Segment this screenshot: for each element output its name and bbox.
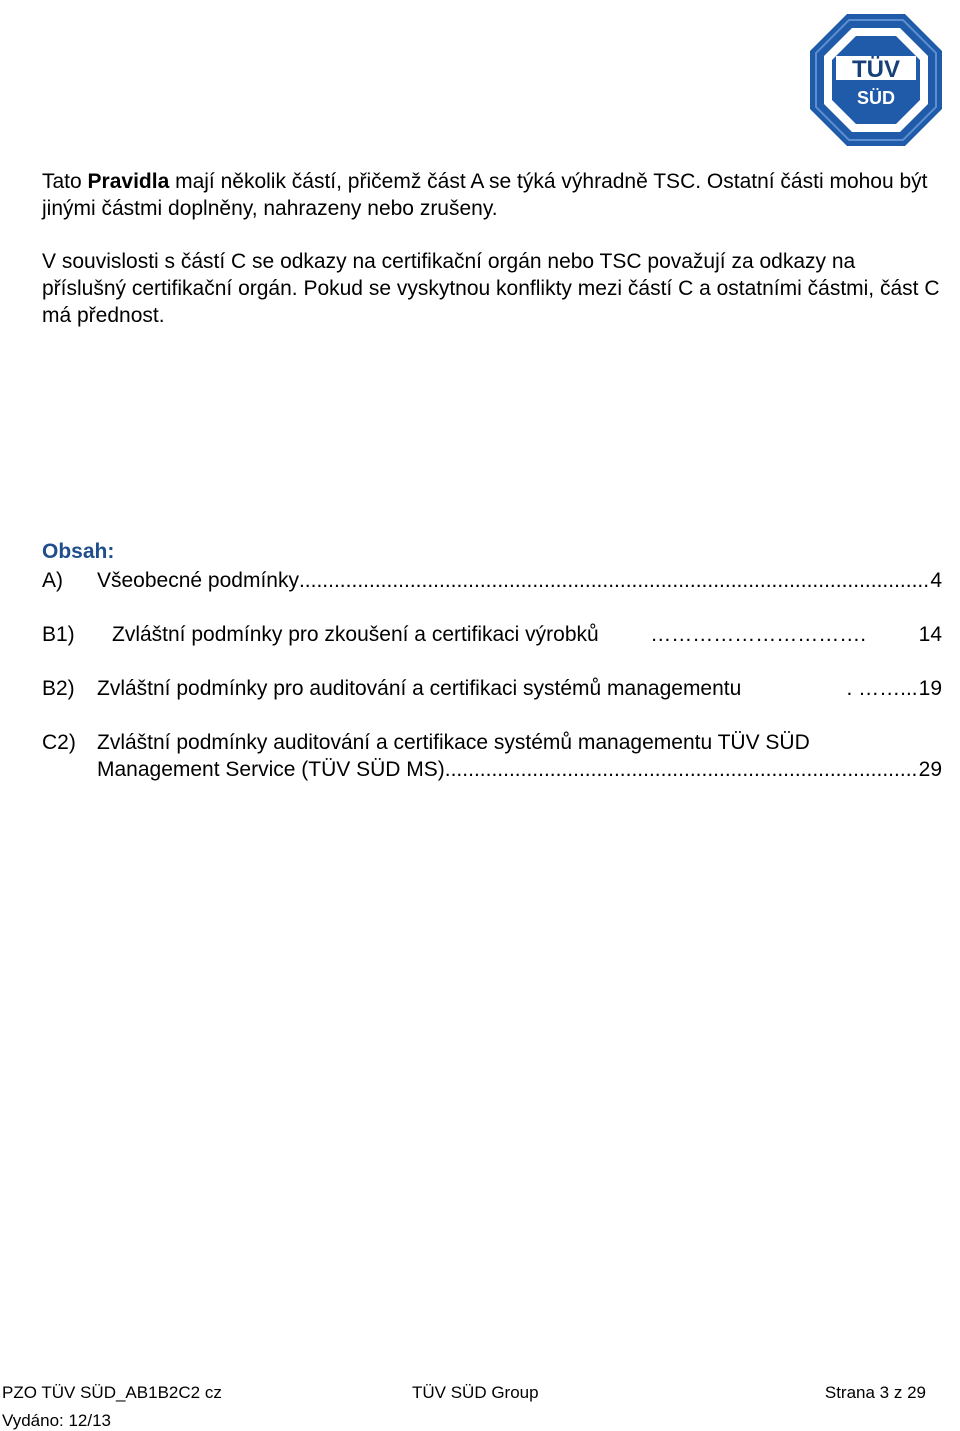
toc-item-number: C2) (42, 731, 76, 754)
toc-item-page: 4 (930, 569, 942, 592)
toc-item-text: Zvláštní podmínky pro zkoušení a certifikaci výrobků (112, 623, 599, 646)
toc-item-text-line2: Management Service (TÜV SÜD MS) (97, 758, 445, 781)
toc-title: Obsah: (42, 540, 115, 563)
toc-item-page: 29 (918, 758, 942, 781)
toc-dot-leader (299, 567, 929, 594)
intro-p1-pre: Tato (42, 170, 88, 193)
footer-issued: Vydáno: 12/13 (2, 1411, 112, 1430)
tuv-sud-logo (806, 10, 946, 150)
toc-item-page: 14 (918, 623, 942, 646)
intro-paragraph-1 (42, 168, 942, 222)
footer-company: TÜV SÜD Group (412, 1383, 539, 1402)
intro-p1-post: mají několik částí, přičemž část A se týká výhradně TSC. Ostatní části mohou být jinými částmi doplněny, nahrazeny nebo zrušeny. (42, 170, 928, 220)
toc-item-page: 19 (918, 677, 942, 700)
intro-paragraph-2: V souvislosti s částí C se odkazy na certifikační orgán nebo TSC považují za odkazy na příslušný certifikační orgán. Pokud se vyskytnou konflikty mezi částí C a ostatními částmi, část C má přednost. (42, 250, 940, 327)
svg-text:TÜV: TÜV (852, 56, 900, 83)
toc-item-number: A) (42, 569, 63, 592)
footer-doc-id: PZO TÜV SÜD_AB1B2C2 cz (2, 1383, 222, 1402)
intro-p1-bold: Pravidla (87, 170, 170, 193)
toc-item-leader: . ……... (846, 677, 918, 700)
footer-page-label: Strana 3 z 29 (824, 1383, 926, 1402)
toc-item-leader: …………………………. (650, 623, 867, 646)
toc-item-text: Zvláštní podmínky pro auditování a certifikaci systémů managementu (97, 677, 742, 700)
toc-item-number: B2) (42, 677, 75, 700)
svg-text:SÜD: SÜD (856, 88, 896, 108)
toc-item-text: Všeobecné podmínky (97, 569, 299, 592)
toc-item-number: B1) (42, 623, 75, 646)
toc-dot-leader (445, 756, 918, 783)
toc-item-text-line1: Zvláštní podmínky auditování a certifikace systémů managementu TÜV SÜD (97, 731, 810, 754)
